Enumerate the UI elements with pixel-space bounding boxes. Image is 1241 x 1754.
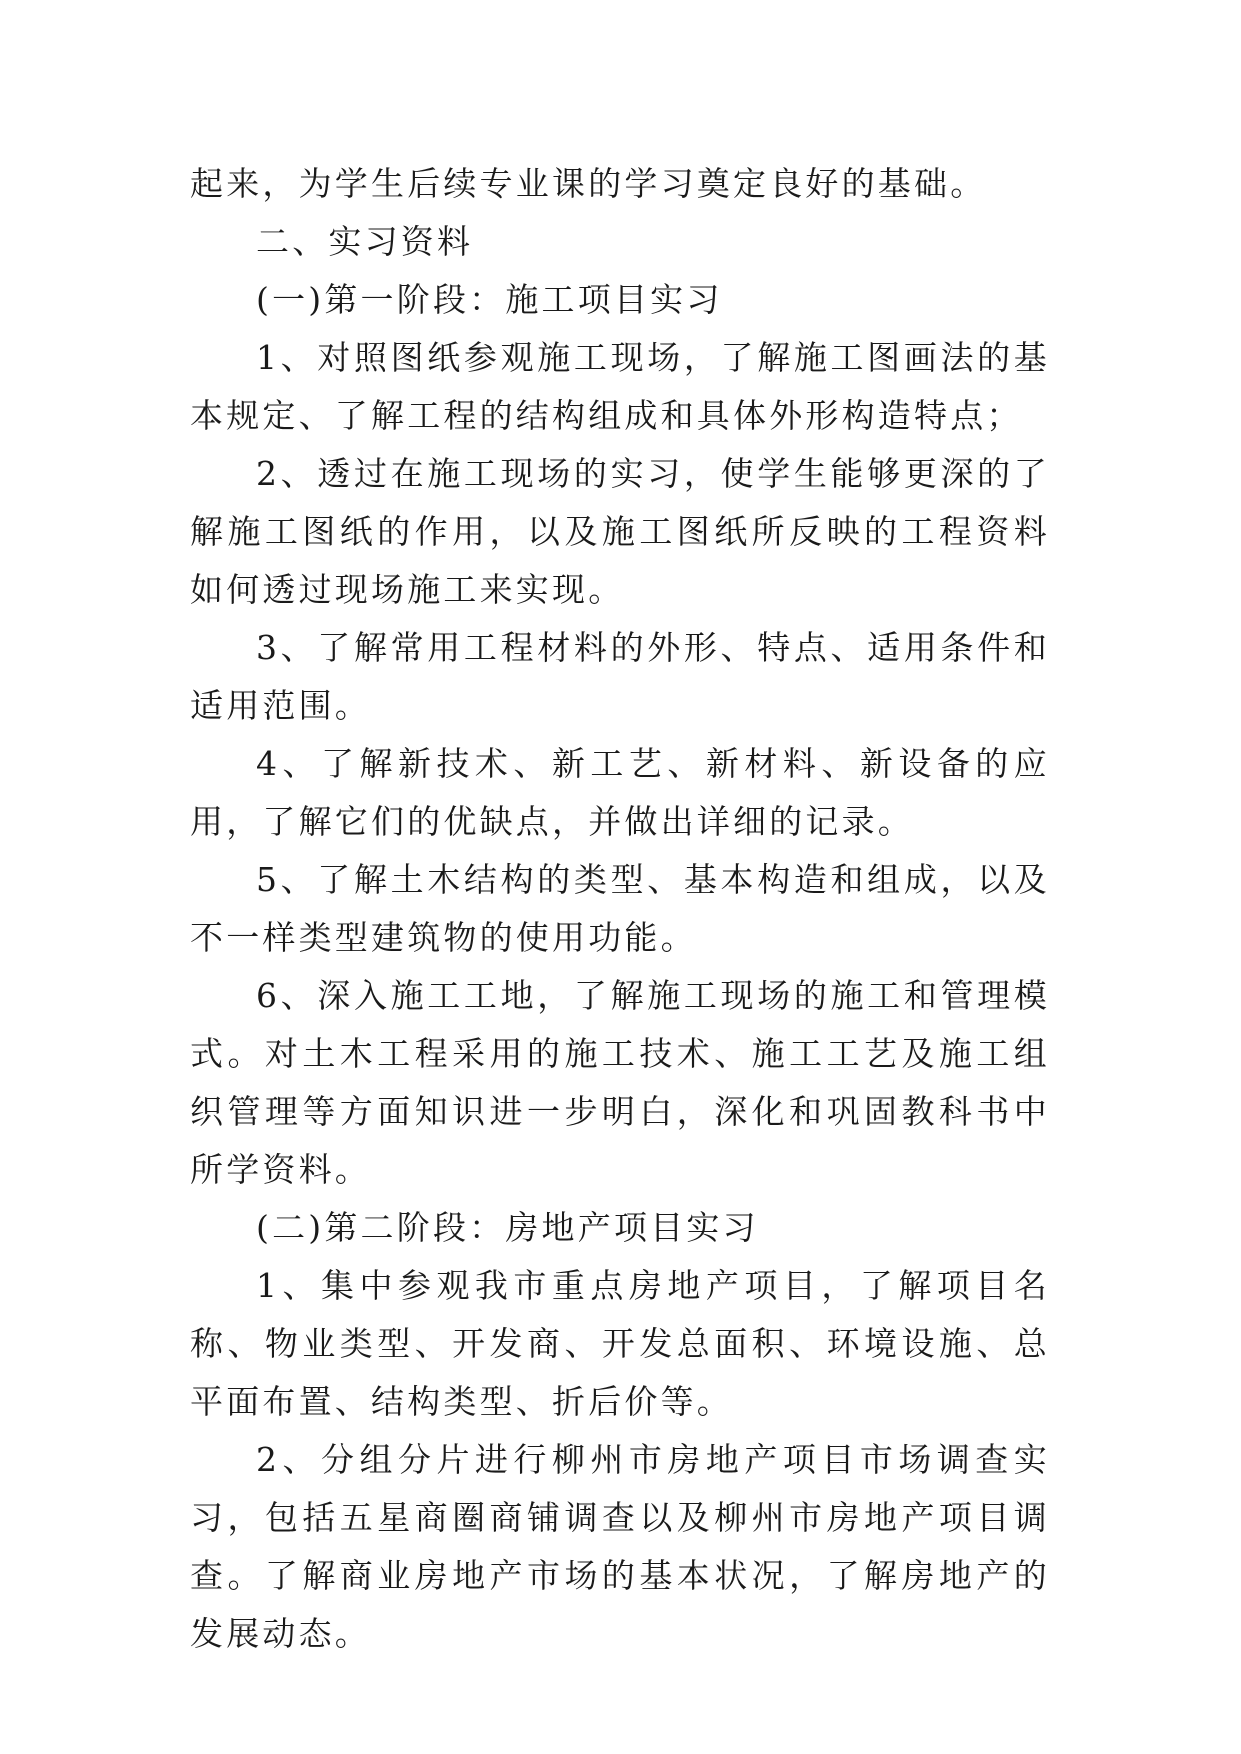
subsection-heading-real-estate: (二)第二阶段：房地产项目实习 (256, 1208, 759, 1247)
paragraph-continuation: 起来，为学生后续专业课的学习奠定良好的基础。 (190, 164, 987, 203)
list-item-real-estate-1: 1、集中参观我市重点房地产项目，了解项目名称、物业类型、开发商、开发总面积、环境设施、总平面布置、结构类型、折后价等。 (190, 1266, 1050, 1421)
list-item-construction-5: 5、了解土木结构的类型、基本构造和组成，以及不一样类型建筑物的使用功能。 (190, 860, 1050, 957)
list-item-construction-1: 1、对照图纸参观施工现场，了解施工图画法的基本规定、了解工程的结构组成和具体外形构造特点； (190, 338, 1050, 435)
list-item-construction-4: 4、了解新技术、新工艺、新材料、新设备的应用，了解它们的优缺点，并做出详细的记录。 (190, 744, 1050, 841)
list-item-construction-3: 3、了解常用工程材料的外形、特点、适用条件和适用范围。 (190, 628, 1050, 725)
document-body (190, 155, 1050, 1663)
section-heading-practice-materials: 二、实习资料 (256, 222, 474, 261)
subsection-heading-construction: (一)第一阶段：施工项目实习 (256, 280, 723, 319)
list-item-construction-2: 2、透过在施工现场的实习，使学生能够更深的了解施工图纸的作用，以及施工图纸所反映的工程资料如何透过现场施工来实现。 (190, 454, 1050, 609)
list-item-real-estate-2: 2、分组分片进行柳州市房地产项目市场调查实习，包括五星商圈商铺调查以及柳州市房地产项目调查。了解商业房地产市场的基本状况，了解房地产的发展动态。 (190, 1440, 1050, 1653)
list-item-construction-6: 6、深入施工工地，了解施工现场的施工和管理模式。对土木工程采用的施工技术、施工工艺及施工组织管理等方面知识进一步明白，深化和巩固教科书中所学资料。 (190, 976, 1050, 1189)
